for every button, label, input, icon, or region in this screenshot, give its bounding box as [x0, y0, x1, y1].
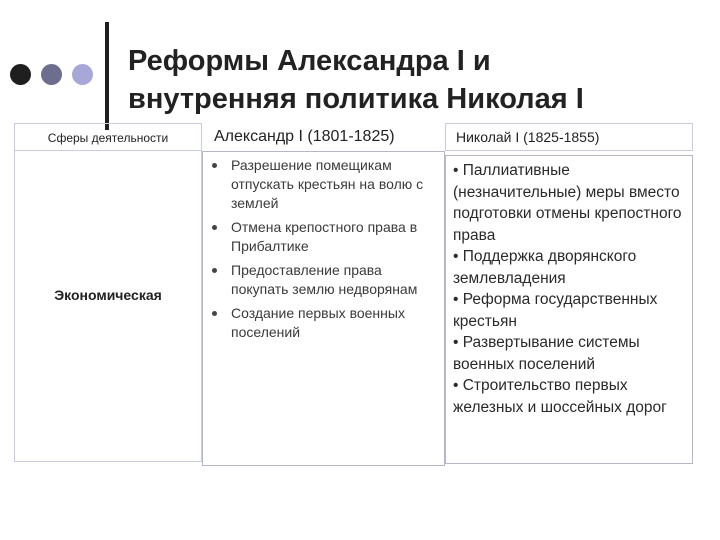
bullet-icon	[212, 268, 217, 273]
list-item-text: • Паллиативные (незначительные) меры вместо подготовки отмены крепостного права	[453, 162, 682, 244]
dot-light-icon	[72, 64, 93, 85]
header-nicholas: Николай I (1825-1855)	[445, 123, 693, 151]
list-item-text: Разрешение помещикам отпускать крестьян на волю с землей	[231, 157, 424, 211]
nicholas-text	[446, 156, 692, 418]
dot-medium-icon	[41, 64, 62, 85]
list-item-text: Отмена крепостного права в Прибалтике	[231, 219, 418, 254]
spheres-cell	[14, 151, 202, 462]
list-item	[203, 304, 434, 342]
list-item-text: • Реформа государственных крестьян	[453, 291, 658, 330]
bullet-icon	[212, 163, 217, 168]
list-item-text: • Развертывание системы военных поселений	[453, 334, 640, 373]
bullet-icon	[212, 225, 217, 230]
decorative-dots	[10, 64, 94, 86]
list-item-text: Предоставление права покупать землю недворянам	[231, 262, 418, 297]
alexander-list	[203, 152, 444, 342]
list-item	[203, 218, 434, 256]
slide-title-line-1: Реформы Александра I и	[128, 45, 491, 77]
header-alexander: Александр I (1801-1825)	[214, 128, 395, 145]
title-divider	[105, 22, 109, 130]
list-item-text: • Поддержка дворянского землевладения	[453, 248, 637, 287]
list-item	[203, 261, 434, 299]
dot-dark-icon	[10, 64, 31, 85]
slide-title	[128, 42, 708, 118]
header-spheres: Сферы деятельности	[14, 123, 202, 151]
list-item	[203, 156, 434, 213]
alexander-cell	[202, 151, 445, 466]
bullet-icon	[212, 311, 217, 316]
list-item-text: • Строительство первых железных и шоссейных дорог	[453, 377, 667, 416]
nicholas-cell	[445, 155, 693, 464]
list-item-text: Создание первых военных поселений	[231, 305, 405, 340]
sphere-label: Экономическая	[54, 287, 162, 303]
slide-title-line-2: внутренняя политика Николая I	[128, 83, 584, 115]
